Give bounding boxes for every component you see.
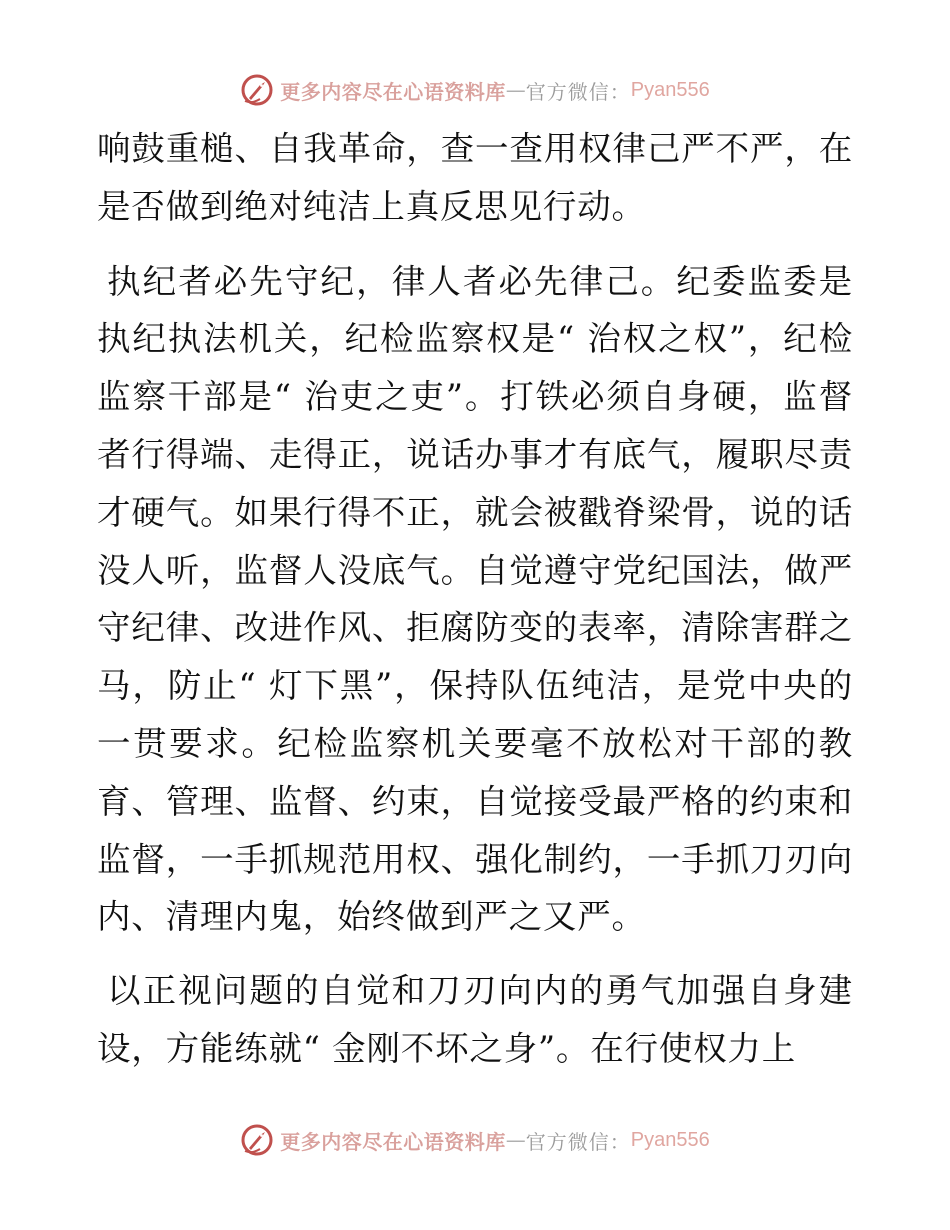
banner-separator: — (505, 78, 526, 102)
wechat-label: 官方微信： (525, 79, 631, 104)
banner-separator: — (505, 1128, 526, 1152)
pen-nib-in-circle-icon (240, 1123, 274, 1157)
document-body (97, 120, 853, 1078)
paragraph-1: 响鼓重槌、自我革命，查一查用权律己严不严，在是否做到绝对纯洁上真反思见行动。 (97, 129, 853, 226)
wechat-label: 官方微信： (525, 1129, 631, 1154)
wechat-id: Pyan556 (630, 1128, 710, 1151)
site-name-text: 更多内容尽在心语资料库 (280, 1129, 506, 1154)
site-name-text: 更多内容尽在心语资料库 (280, 79, 506, 104)
footer-watermark-banner (0, 1120, 950, 1160)
pen-nib-in-circle-icon (240, 73, 274, 107)
paragraph-3: 以正视问题的自觉和刀刃向内的勇气加强自身建设，方能练就“ 金刚不坏之身”。在行使权力上 (97, 971, 853, 1068)
paragraph-2: 执纪者必先守纪，律人者必先律己。纪委监委是执纪执法机关，纪检监察权是“ 治权之权”，纪检监察干部是“ 治吏之吏”。打铁必须自身硬，监督者行得端、走得正，说话办事才有底气，履职尽责才硬气。如果行得不正，就会被戳脊梁骨，说的话没人听，监督人没底气。自觉遵守党纪国法，做严守纪律、改进作风、拒腐防变的表率，清除害群之马，防止“ 灯下黑”，保持队伍纯洁，是党中央的一贯要求。纪检监察机关要毫不放松对干部的教育、管理、监督、约束，自觉接受最严格的约束和监督，一手抓规范用权、强化制约，一手抓刀刃向内、清理内鬼，始终做到严之又严。 (97, 261, 853, 937)
wechat-id: Pyan556 (630, 78, 710, 101)
header-watermark-banner (0, 70, 950, 110)
